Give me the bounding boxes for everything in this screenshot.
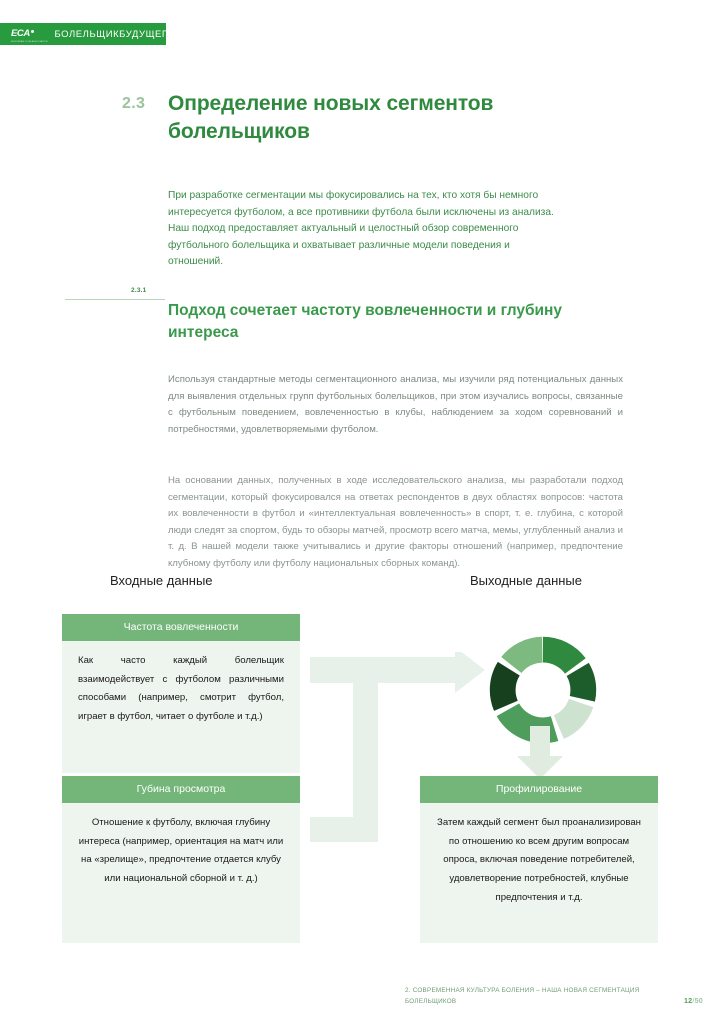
section-number: 2.3	[122, 95, 146, 112]
box-body-frequency: Как часто каждый болельщик взаимодействует с футболом различными способами (например, смотрит футбол, играет в футбол, читает о футболе и т.д.)	[62, 641, 300, 773]
donut-segments	[503, 650, 584, 731]
footer-chapter-label: 2. СОВРЕМЕННАЯ КУЛЬТУРА БОЛЕНИЯ – НАША НОВАЯ СЕГМЕНТАЦИЯ БОЛЕЛЬЩИКОВ	[405, 987, 640, 1006]
top-banner	[0, 23, 176, 45]
subsection-number: 2.3.1	[131, 287, 147, 294]
down-arrow-icon	[505, 726, 575, 781]
box-body-depth: Отношение к футболу, включая глубину интереса (например, ориентация на матч или на «зрелище», предпочтение отдается клубу или национальной сборной и т. д.)	[62, 803, 300, 943]
eca-logo-text: ECA	[11, 28, 30, 40]
footer-total-pages: 50	[694, 996, 703, 1005]
box-header-depth: Губина просмотра	[62, 776, 300, 803]
input-data-label: Входные данные	[110, 573, 213, 588]
box-header-profiling: Профилирование	[420, 776, 658, 803]
intro-paragraph: При разработке сегментации мы фокусировались на тех, кто хотя бы немного интересуется футболом, а все противники футбола были исключены из анализа. Наш подход предоставляет актуальный и целостный обзор современного футбольного болельщика и охватывает различные модели поведения и отношений.	[168, 190, 554, 268]
eca-logo-dot	[31, 30, 34, 33]
box-body-profiling: Затем каждый сегмент был проанализирован по отношению ко всем другим вопросам опроса, включая поведение потребителей, удовлетворение потребностей, клубные предпочтения и т.д.	[420, 803, 658, 943]
input-box-depth	[62, 776, 300, 943]
footer-page-number	[684, 996, 703, 1005]
body-paragraph-2: На основании данных, полученных в ходе исследовательского анализа, мы разработали подход сегментации, который фокусировался на ответах респондентов в двух областях вопросов: частота их вовлеченности в футбол и «интеллектуальная вовлеченность» в спорт, т. е. глубина, с которой люди следят за спортом, будь то обзоры матчей, просмотр всего матча, мемы, углубленный анализ и т. д. В нашей модели также учитывались и другие факторы отношений (например, предпочтение клубному футболу или футболу национальных сборных команд).	[168, 475, 623, 569]
input-box-frequency	[62, 614, 300, 773]
output-box-profiling	[420, 776, 658, 943]
box-header-frequency: Частота вовлеченности	[62, 614, 300, 641]
body-paragraph-1: Используя стандартные методы сегментационного анализа, мы изучили ряд потенциальных данных для выявления отдельных групп футбольных болельщиков, при этом изучались вопросы, связанные с футбольным поведением, вовлеченностью в клубы, наблюдением за ходом соревнований и потребностями, удовлетворяемыми футболом.	[168, 374, 623, 435]
footer-page-separator: /	[692, 996, 695, 1005]
banner-title: БОЛЕЛЬЩИКБУДУЩЕГО	[54, 28, 176, 40]
subsection-title: Подход сочетает частоту вовлеченности и глубину интереса	[168, 302, 563, 342]
footer-current-page: 12	[683, 996, 693, 1005]
eca-logo	[11, 24, 48, 43]
page-title: Определение новых сегментов болельщиков	[168, 92, 494, 143]
subsection-divider	[65, 299, 165, 300]
output-data-label: Выходные данные	[470, 573, 583, 588]
eca-logo-subtext: EUROPEAN CLUB ASSOCIATION	[11, 41, 48, 44]
